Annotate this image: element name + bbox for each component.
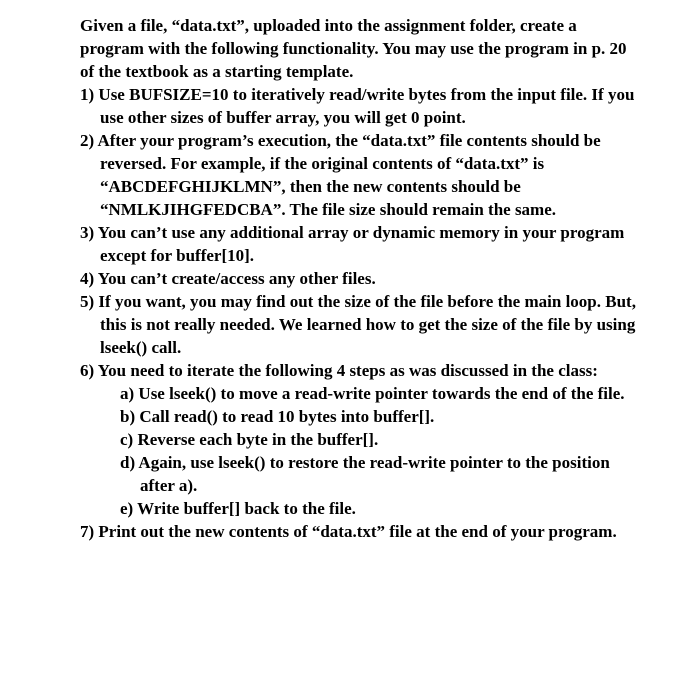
requirement-2: 2) After your program’s execution, the “data.txt” file contents should be reversed. For example, if the original contents of “data.txt” is “ABCDEFGHIJKLMN”, then the new contents should be “NMLKJIHGFEDCBA”. The file size should remain the same.	[80, 131, 601, 219]
step-e: e) Write buffer[] back to the file.	[120, 499, 356, 518]
step-c: c) Reverse each byte in the buffer[].	[120, 430, 379, 449]
step-a: a) Use lseek() to move a read-write pointer towards the end of the file.	[120, 384, 625, 403]
step-d: d) Again, use lseek() to restore the read-write pointer to the position after a).	[120, 453, 610, 495]
assignment-document	[80, 14, 640, 543]
requirement-6-text: 6) You need to iterate the following 4 steps as was discussed in the class:	[80, 361, 598, 380]
intro-paragraph: Given a file, “data.txt”, uploaded into the assignment folder, create a program with the following functionality. You may use the program in p. 20 of the textbook as a starting template.	[80, 16, 627, 81]
requirement-6	[80, 359, 640, 520]
requirement-1: 1) Use BUFSIZE=10 to iteratively read/write bytes from the input file. If you use other sizes of buffer array, you will get 0 point.	[80, 85, 635, 127]
requirement-5: 5) If you want, you may find out the size of the file before the main loop. But, this is not really needed. We learned how to get the size of the file by using lseek() call.	[80, 292, 636, 357]
requirement-7: 7) Print out the new contents of “data.txt” file at the end of your program.	[80, 522, 617, 541]
requirement-4: 4) You can’t create/access any other files.	[80, 269, 376, 288]
requirements-list	[80, 83, 640, 543]
step-b: b) Call read() to read 10 bytes into buffer[].	[120, 407, 435, 426]
steps-list	[100, 382, 640, 520]
requirement-3: 3) You can’t use any additional array or dynamic memory in your program except for buffer[10].	[80, 223, 625, 265]
